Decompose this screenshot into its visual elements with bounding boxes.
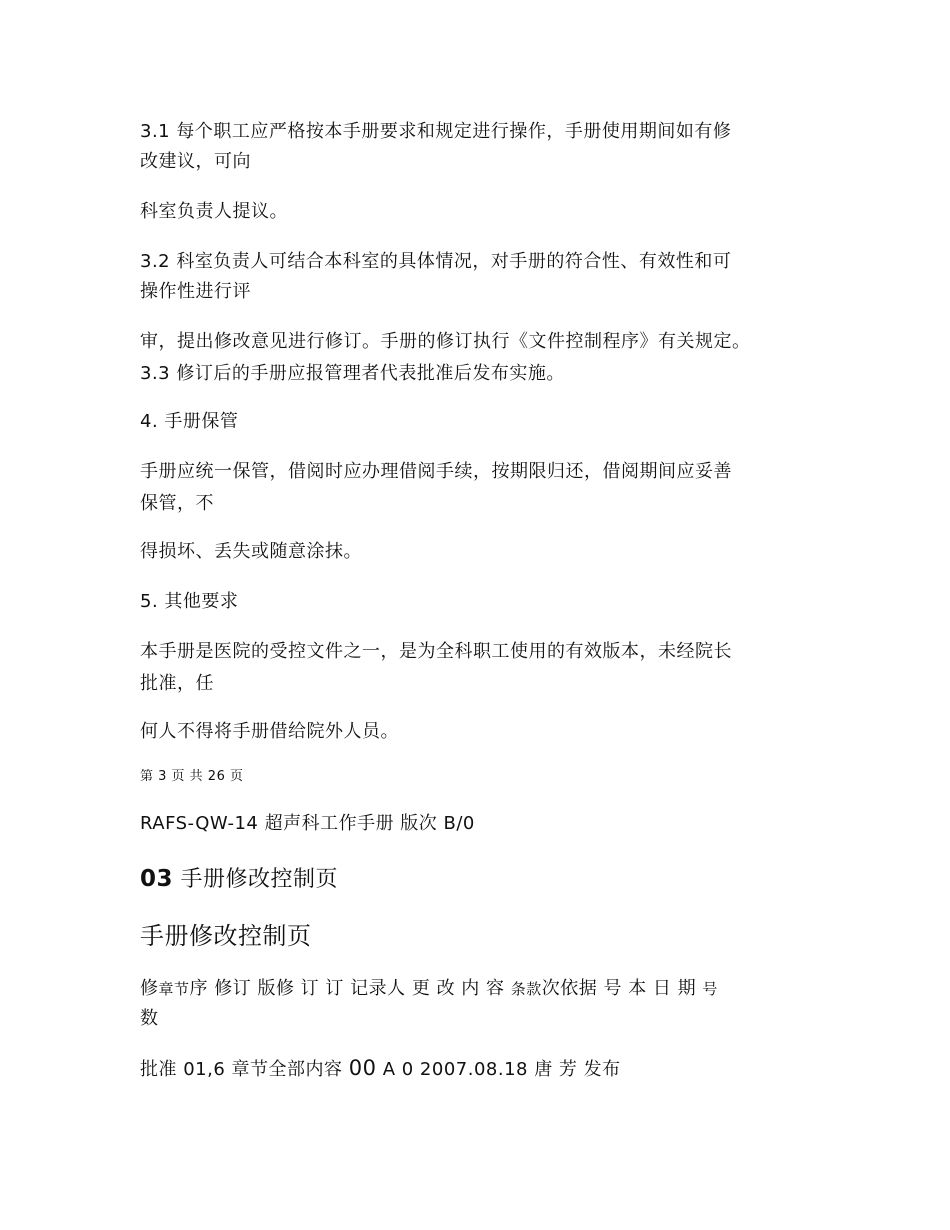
doc-header: RAFS-QW-14 超声科工作手册 版次 B/0 [140,813,475,834]
table-header-part: 号 [702,980,718,998]
page-footer: 第 3 页 共 26 页 [140,769,244,784]
para-4-line-2: 保管，不 [140,493,214,514]
table-row-part: 批准 01,6 章节全部内容 [140,1059,349,1080]
para-3-1-line-2: 改建议，可向 [140,151,251,172]
para-4-line-1: 手册应统一保管，借阅时应办理借阅手续，按期限归还，借阅期间应妥善 [140,461,732,482]
para-3-1-line-1: 3.1 每个职工应严格按本手册要求和规定进行操作，手册使用期间如有修 [140,121,732,142]
para-5-line-3: 何人不得将手册借给院外人员。 [140,721,399,742]
para-5-line-2: 批准，任 [140,673,214,694]
heading-4: 4. 手册保管 [140,411,239,432]
table-row-part: A 0 2007.08.18 唐 芳 发布 [376,1059,621,1080]
table-header-line-2: 数 [140,1008,159,1029]
table-row [140,1053,820,1085]
table-header-line-1 [140,974,820,1004]
para-3-2-line-1: 3.2 科室负责人可结合本科室的具体情况，对手册的符合性、有效性和可 [140,251,732,272]
heading-5: 5. 其他要求 [140,591,239,612]
para-5-line-1: 本手册是医院的受控文件之一，是为全科职工使用的有效版本，未经院长 [140,641,732,662]
table-header-part: 章节 [158,980,190,998]
table-header-part: 修 [140,978,159,999]
para-3-3: 3.3 修订后的手册应报管理者代表批准后发布实施。 [140,363,565,384]
para-4-line-3: 得损坏、丢失或随意涂抹。 [140,541,362,562]
table-header-part: 条款 [510,980,542,998]
page-subtitle: 手册修改控制页 [140,922,312,950]
para-3-1-line-3: 科室负责人提议。 [140,201,288,222]
para-3-2-line-3: 审，提出修改意见进行修订。手册的修订执行《文件控制程序》有关规定。 [140,331,751,352]
table-row-part: 00 [348,1056,377,1080]
table-header-part: 次依据 号 本 日 期 [541,978,703,999]
table-header-part: 序 修订 版修 订 订 记录人 更 改 内 容 [189,978,511,999]
section-title: 手册修改控制页 [180,867,339,892]
para-3-2-line-2: 操作性进行评 [140,281,251,302]
section-heading [140,863,820,896]
section-number: 03 [140,866,174,892]
